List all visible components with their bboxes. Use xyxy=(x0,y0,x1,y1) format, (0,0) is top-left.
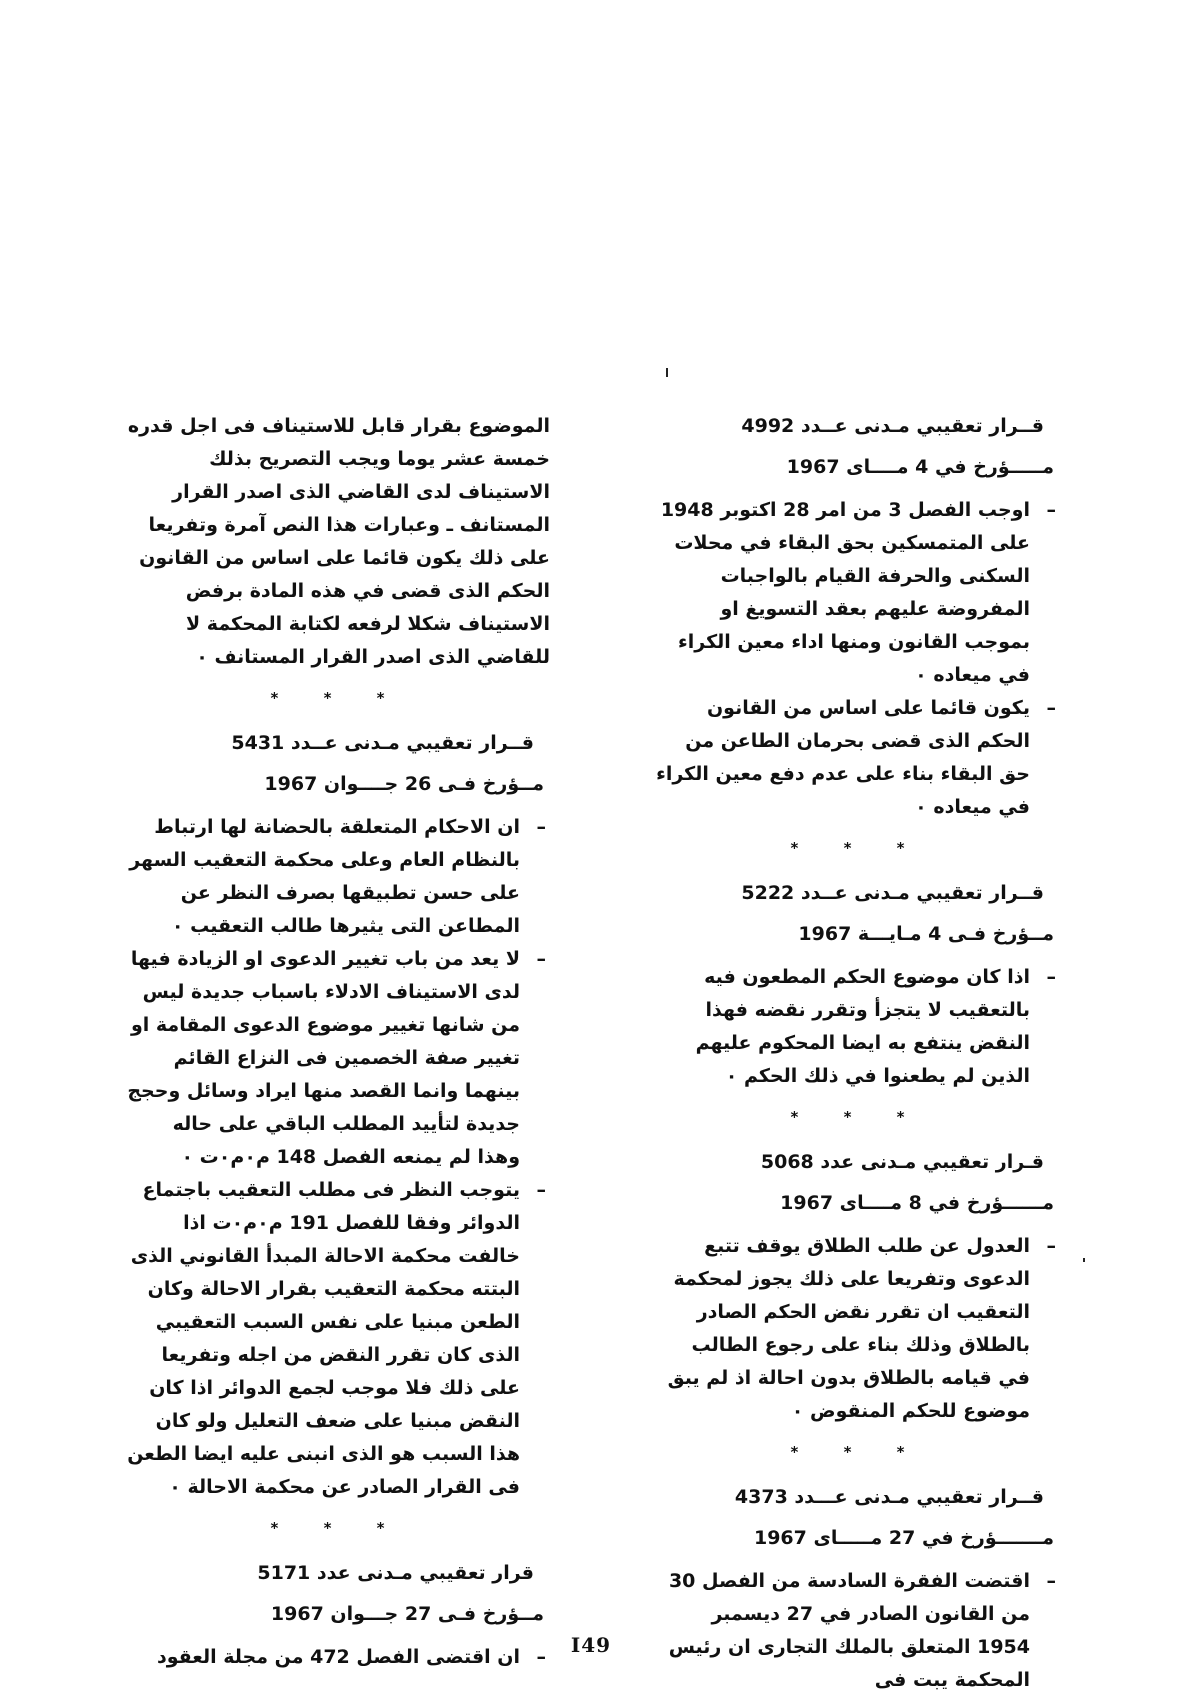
ruling-paragraph: – العدول عن طلب الطلاق يوقف تتبع الدعوى وتفريعا على ذلك يجوز لمحكمة التعقيب ان تقرر نقض الحكم الصادر بالطلاق وذلك بناء على رجوع الطالب في قيامه بالطلاق بدون احالة اذ لم يبق موضوع للحكم المنقوض ٠ xyxy=(655,1230,1060,1428)
decision-heading: قــرار تعقيبي مـدنى عــدد 4992 xyxy=(741,415,1044,437)
page-number: I49 xyxy=(570,1633,612,1657)
section-separator: * * * xyxy=(270,1519,405,1537)
left-column xyxy=(125,410,550,1674)
ruling-paragraph: – يكون قائما على اساس من القانون الحكم الذى قضى بحرمان الطاعن من حق البقاء بناء على عدم دفع معين الكراء في ميعاده ٠ xyxy=(655,692,1060,824)
decision-heading: قـرار تعقيبي مـدنى عدد 5068 xyxy=(760,1151,1044,1173)
section-separator: * * * xyxy=(790,1108,925,1126)
ruling-paragraph: – يتوجب النظر فى مطلب التعقيب باجتماع الدوائر وفقا للفصل 191 م٠م٠ت اذا خالفت محكمة الاحالة المبدأ القانوني الذى البتته محكمة التعقيب بقرار الاحالة وكان الطعن مبنيا على نفس السبب التعقيبي الذى كان تقرر النقض من اجله وتفريعا على ذلك فلا موجب لجمع الدوائر اذا كان النقض مبنيا على ضعف التعليل ولو كان هذا السبب هو الذى انبنى عليه ايضا الطعن فى القرار الصادر عن محكمة الاحالة ٠ xyxy=(125,1174,550,1504)
decision-date: مــــــؤرخ في 8 مــــاى 1967 xyxy=(780,1192,1054,1214)
decision-date: مـــــــؤرخ في 27 مـــــاى 1967 xyxy=(753,1527,1054,1549)
ruling-paragraph: – لا يعد من باب تغيير الدعوى او الزيادة فيها لدى الاستيناف الادلاء باسباب جديدة ليس من شانها تغيير موضوع الدعوى المقامة او تغيير صفة الخصمين فى النزاع القائم بينهما وانما القصد منها ايراد وسائل وحجج جديدة لتأييد المطلب الباقي على حاله وهذا لم يمنعه الفصل 148 م٠م٠ت ٠ xyxy=(125,943,550,1174)
continued-paragraph: الموضوع بقرار قابل للاستيناف فى اجل قدره خمسة عشر يوما ويجب التصريح بذلك الاستيناف لدى القاضي الذى اصدر القرار المستانف ـ وعبارات هذا النص آمرة وتفريعا على ذلك يكون قائما على اساس من القانون الحكم الذى قضى في هذه المادة برفض الاستيناف شكلا لرفعه لكتابة المحكمة لا للقاضي الذى اصدر القرار المستانف ٠ xyxy=(127,415,550,668)
decision-heading: قرار تعقيبي مـدنى عدد 5171 xyxy=(257,1562,534,1584)
decision-date: مــؤرخ فـى 27 جـــوان 1967 xyxy=(270,1603,544,1625)
scan-mark xyxy=(666,368,668,377)
ruling-paragraph: – اوجب الفصل 3 من امر 28 اكتوبر 1948 على المتمسكين بحق البقاء في محلات السكنى والحرفة القيام بالواجبات المفروضة عليهم بعقد التسويغ او بموجب القانون ومنها اداء معين الكراء في ميعاده ٠ xyxy=(655,494,1060,692)
decision-heading: قــرار تعقيبي مـدنى عــدد 5222 xyxy=(741,882,1044,904)
section-separator: * * * xyxy=(790,839,925,857)
scan-mark xyxy=(1083,1258,1085,1262)
decision-date: مـــــؤرخ في 4 مــــاى 1967 xyxy=(786,456,1054,478)
right-column xyxy=(655,410,1060,1697)
ruling-paragraph: – ان الاحكام المتعلقة بالحضانة لها ارتباط بالنظام العام وعلى محكمة التعقيب السهر على حسن تطبيقها بصرف النظر عن المطاعن التى يثيرها طالب التعقيب ٠ xyxy=(125,811,550,943)
section-separator: * * * xyxy=(270,689,405,707)
ruling-paragraph: – ان اقتضى الفصل 472 من مجلة العقود xyxy=(125,1641,550,1674)
ruling-paragraph: – اقتضت الفقرة السادسة من الفصل 30 من القانون الصادر في 27 ديسمبر 1954 المتعلق بالملك التجارى ان رئيس المحكمة يبت فى xyxy=(655,1565,1060,1697)
decision-heading: قــرار تعقيبي مـدنى عــدد 5431 xyxy=(231,732,534,754)
decision-heading: قــرار تعقيبي مـدنى عـــدد 4373 xyxy=(734,1486,1044,1508)
decision-date: مــؤرخ فـى 4 مـايـــة 1967 xyxy=(798,923,1054,945)
decision-date: مــؤرخ فـى 26 جــــوان 1967 xyxy=(264,773,544,795)
section-separator: * * * xyxy=(790,1443,925,1461)
ruling-paragraph: – اذا كان موضوع الحكم المطعون فيه بالتعقيب لا يتجزأ وتقرر نقضه فهذا النقض ينتفع به ايضا المحكوم عليهم الذين لم يطعنوا في ذلك الحكم ٠ xyxy=(655,961,1060,1093)
